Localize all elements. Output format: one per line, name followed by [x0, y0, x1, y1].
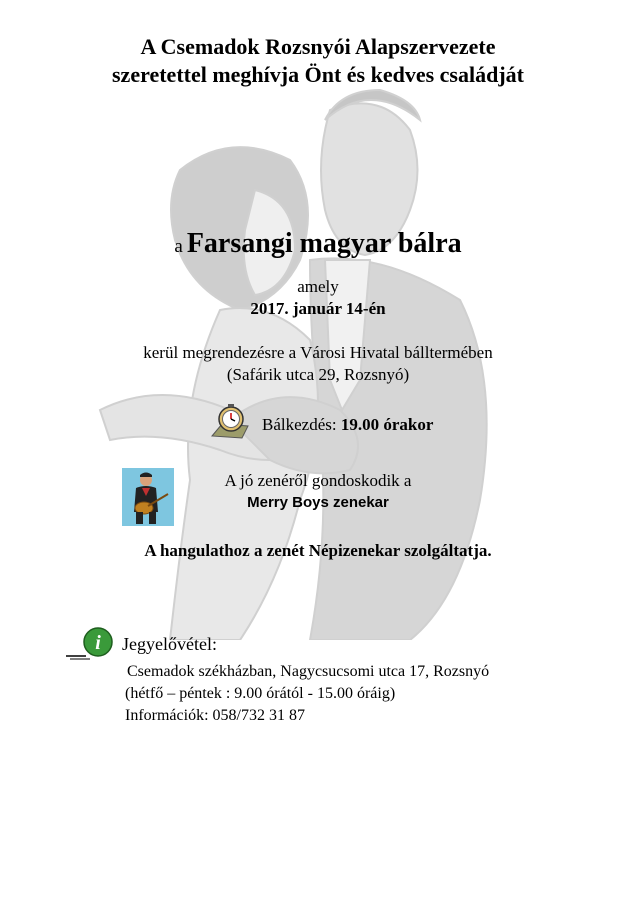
title-main: Farsangi magyar bálra [186, 228, 462, 259]
start-time-value: 19.00 órakor [340, 415, 434, 434]
folk-band-line: A hangulathoz a zenét Népizenekar szolgáltatja. [144, 541, 492, 560]
event-date: 2017. január 14-én [250, 299, 386, 318]
event-title [0, 228, 636, 260]
venue-address: (Safárik utca 29, Rozsnyó) [226, 365, 410, 384]
tickets-location: Csemadok székházban, Nagycsucsomi utca 17, Rozsnyó [127, 663, 490, 680]
start-label: Bálkezdés: [262, 415, 337, 434]
music-line [0, 470, 636, 491]
band-name: Merry Boys zenekar [247, 494, 389, 511]
invitation-line: szeretettel meghívja Önt és kedves családját [112, 62, 524, 87]
info-icon [66, 626, 124, 660]
tickets-heading: Jegyelővétel: [122, 634, 217, 654]
start-time [262, 414, 433, 435]
tickets-info: Információk: 058/732 31 87 [125, 707, 305, 724]
venue-line: kerül megrendezésre a Városi Hivatal bálltermében [143, 343, 493, 362]
clock-icon [208, 402, 252, 440]
music-line-text: A jó zenéről gondoskodik a [224, 471, 412, 490]
svg-text:i: i [95, 632, 101, 654]
organizer-line: A Csemadok Rozsnyói Alapszervezete [140, 34, 496, 59]
tickets-hours: (hétfő – péntek : 9.00 órától - 15.00 óráig) [125, 685, 396, 702]
title-prefix: a [174, 236, 183, 257]
amely-text: amely [297, 277, 339, 296]
